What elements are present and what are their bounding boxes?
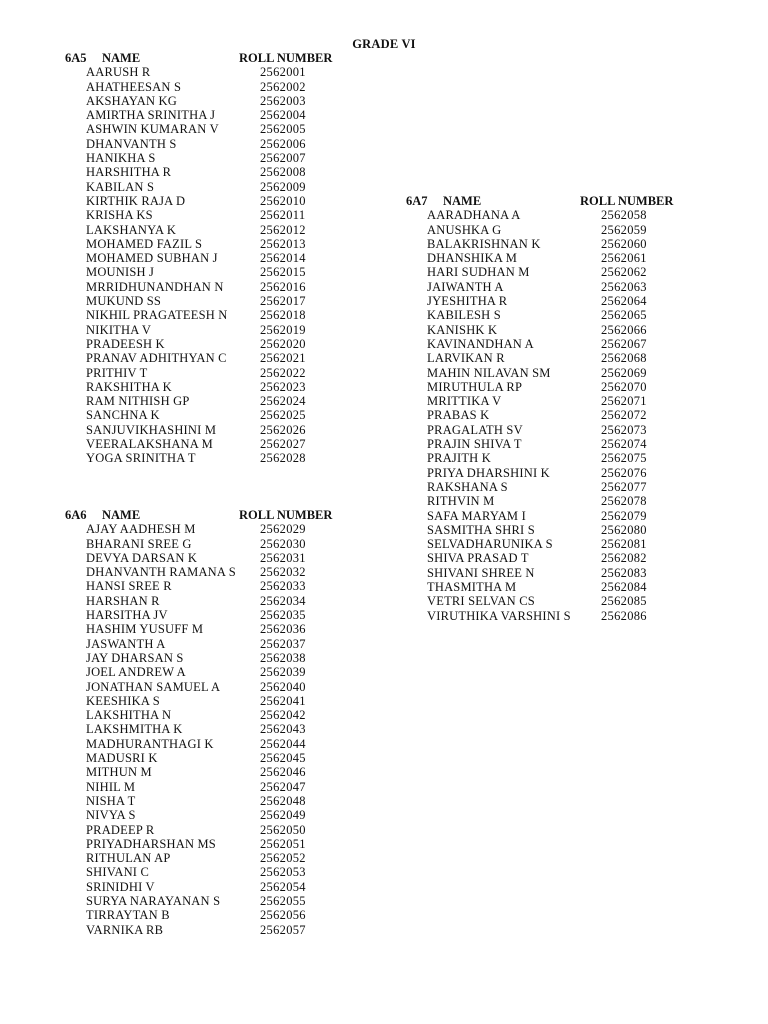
- roll-number: 2562013: [260, 236, 306, 251]
- roll-number: 2562066: [601, 322, 647, 337]
- roll-number: 2562065: [601, 308, 647, 323]
- roll-number: 2562075: [601, 451, 647, 466]
- student-name: DHANSHIKA M: [427, 251, 518, 266]
- roll-number: 2562086: [601, 608, 647, 623]
- roll-number: 2562068: [601, 351, 647, 366]
- name-column-header: NAME: [102, 508, 141, 522]
- roll-number: 2562046: [260, 765, 306, 780]
- roll-number: 2562080: [601, 522, 647, 537]
- student-name: ASHWIN KUMARAN V: [86, 122, 219, 137]
- roll-number: 2562022: [260, 365, 306, 380]
- student-name: MOUNISH J: [86, 265, 155, 280]
- student-name: SASMITHA SHRI S: [427, 522, 535, 537]
- student-name: NIVYA S: [86, 808, 136, 823]
- roll-number: 2562070: [601, 379, 647, 394]
- roll-number: 2562002: [260, 79, 306, 94]
- roll-number: 2562082: [601, 551, 647, 566]
- roll-number: 2562085: [601, 594, 647, 609]
- roll-number: 2562045: [260, 751, 306, 766]
- student-name: RAKSHITHA K: [86, 379, 172, 394]
- roll-number: 2562073: [601, 422, 647, 437]
- roll-number: 2562048: [260, 793, 306, 808]
- student-name: MAHIN NILAVAN SM: [427, 365, 551, 380]
- student-name: PRIYA DHARSHINI K: [427, 465, 550, 480]
- student-name: MOHAMED SUBHAN J: [86, 251, 218, 266]
- student-name: VARNIKA RB: [86, 922, 164, 937]
- student-name: JOEL ANDREW A: [86, 665, 186, 680]
- student-name: DEVYA DARSAN K: [86, 550, 198, 565]
- roll-number: 2562064: [601, 294, 647, 309]
- roll-number: 2562004: [260, 108, 306, 123]
- student-name: AHATHEESAN S: [86, 79, 182, 94]
- student-name: HARSITHA JV: [86, 608, 168, 623]
- roll-number-column-header: ROLL NUMBER: [580, 194, 674, 208]
- roll-number: 2562056: [260, 908, 306, 923]
- student-name: HASHIM YUSUFF M: [86, 622, 204, 637]
- student-name: PRADEESH K: [86, 336, 165, 351]
- roll-number: 2562037: [260, 636, 306, 651]
- student-name: BHARANI SREE G: [86, 536, 192, 551]
- student-name: DHANVANTH S: [86, 136, 177, 151]
- student-name: MIRUTHULA RP: [427, 379, 523, 394]
- roll-number: 2562017: [260, 294, 306, 309]
- roll-number: 2562029: [260, 522, 306, 537]
- student-name: AJAY AADHESH M: [86, 522, 196, 537]
- student-name: MOHAMED FAZIL S: [86, 236, 203, 251]
- roll-number: 2562052: [260, 851, 306, 866]
- student-name: RAKSHANA S: [427, 479, 508, 494]
- student-name: PRIYADHARSHAN MS: [86, 836, 216, 851]
- roll-number: 2562041: [260, 693, 306, 708]
- roll-number: 2562076: [601, 465, 647, 480]
- roll-number: 2562028: [260, 451, 306, 466]
- student-name: BALAKRISHNAN K: [427, 236, 541, 251]
- roll-number: 2562077: [601, 479, 647, 494]
- roll-number: 2562078: [601, 494, 647, 509]
- roll-number: 2562060: [601, 236, 647, 251]
- student-name: PRAGALATH SV: [427, 422, 523, 437]
- roll-number: 2562019: [260, 322, 306, 337]
- grade-title: GRADE VI: [352, 37, 416, 51]
- roll-number: 2562069: [601, 365, 647, 380]
- roll-number: 2562031: [260, 550, 306, 565]
- student-name: RAM NITHISH GP: [86, 394, 190, 409]
- roll-number: 2562084: [601, 580, 647, 595]
- student-name: LAKSHANYA K: [86, 222, 177, 237]
- roll-number: 2562023: [260, 379, 306, 394]
- student-name: KABILESH S: [427, 308, 501, 323]
- roll-number: 2562001: [260, 65, 306, 80]
- roll-number: 2562071: [601, 394, 647, 409]
- roll-number: 2562018: [260, 308, 306, 323]
- student-name: LAKSHITHA N: [86, 708, 172, 723]
- student-name: MRRIDHUNANDHAN N: [86, 279, 224, 294]
- roll-number: 2562049: [260, 808, 306, 823]
- student-name: JAIWANTH A: [427, 279, 504, 294]
- roll-number: 2562014: [260, 251, 306, 266]
- roll-number: 2562062: [601, 265, 647, 280]
- student-name: AMIRTHA SRINITHA J: [86, 108, 216, 123]
- student-name: AARUSH R: [86, 65, 151, 80]
- student-name: HANIKHA S: [86, 151, 156, 166]
- class-label: 6A5: [65, 51, 87, 65]
- roll-number: 2562016: [260, 279, 306, 294]
- student-name: DHANVANTH RAMANA S: [86, 565, 236, 580]
- student-name: KAVINANDHAN A: [427, 336, 534, 351]
- roll-number: 2562044: [260, 736, 306, 751]
- student-name: JYESHITHA R: [427, 294, 508, 309]
- roll-number: 2562035: [260, 608, 306, 623]
- roll-number: 2562057: [260, 922, 306, 937]
- student-name: PRAJITH K: [427, 451, 491, 466]
- student-name: LAKSHMITHA K: [86, 722, 183, 737]
- roll-number-column-header: ROLL NUMBER: [239, 51, 333, 65]
- student-name: SHIVA PRASAD T: [427, 551, 529, 566]
- roll-number: 2562027: [260, 437, 306, 452]
- student-name: VEERALAKSHANA M: [86, 437, 213, 452]
- student-name: KIRTHIK RAJA D: [86, 193, 186, 208]
- class-label: 6A7: [406, 194, 428, 208]
- roll-number: 2562034: [260, 593, 306, 608]
- student-name: PRITHIV T: [86, 365, 148, 380]
- student-name: ANUSHKA G: [427, 222, 502, 237]
- roll-number: 2562012: [260, 222, 306, 237]
- student-name: MITHUN M: [86, 765, 152, 780]
- roll-number: 2562011: [260, 208, 306, 223]
- student-name: HARSHAN R: [86, 593, 160, 608]
- student-name: VIRUTHIKA VARSHINI S: [427, 608, 571, 623]
- name-column-header: NAME: [102, 51, 141, 65]
- roll-number: 2562050: [260, 822, 306, 837]
- roll-number: 2562036: [260, 622, 306, 637]
- student-name: PRANAV ADHITHYAN C: [86, 351, 227, 366]
- roll-number-column-header: ROLL NUMBER: [239, 508, 333, 522]
- roll-number: 2562032: [260, 565, 306, 580]
- roll-number: 2562008: [260, 165, 306, 180]
- student-name: THASMITHA M: [427, 580, 517, 595]
- student-name: KEESHIKA S: [86, 693, 160, 708]
- student-name: JONATHAN SAMUEL A: [86, 679, 221, 694]
- roll-number: 2562007: [260, 151, 306, 166]
- student-name: MADUSRI K: [86, 751, 158, 766]
- roll-number: 2562061: [601, 251, 647, 266]
- student-name: LARVIKAN R: [427, 351, 505, 366]
- roll-number: 2562038: [260, 650, 306, 665]
- student-name: AARADHANA A: [427, 208, 521, 223]
- roll-number: 2562058: [601, 208, 647, 223]
- roll-number: 2562043: [260, 722, 306, 737]
- roll-number: 2562053: [260, 865, 306, 880]
- student-name: JAY DHARSAN S: [86, 650, 184, 665]
- roll-number: 2562021: [260, 351, 306, 366]
- roll-number: 2562005: [260, 122, 306, 137]
- roll-number: 2562083: [601, 565, 647, 580]
- roll-number: 2562025: [260, 408, 306, 423]
- student-name: NISHA T: [86, 793, 136, 808]
- roll-number: 2562039: [260, 665, 306, 680]
- roll-number: 2562010: [260, 193, 306, 208]
- roll-number: 2562030: [260, 536, 306, 551]
- student-name: MUKUND SS: [86, 294, 162, 309]
- student-name: NIKITHA V: [86, 322, 152, 337]
- student-name: SHIVANI SHREE N: [427, 565, 535, 580]
- student-name: TIRRAYTAN B: [86, 908, 170, 923]
- name-column-header: NAME: [443, 194, 482, 208]
- student-name: AKSHAYAN KG: [86, 93, 177, 108]
- student-name: SURYA NARAYANAN S: [86, 894, 221, 909]
- roll-number: 2562051: [260, 836, 306, 851]
- roll-number: 2562047: [260, 779, 306, 794]
- roll-number: 2562020: [260, 336, 306, 351]
- student-name: PRADEEP R: [86, 822, 155, 837]
- roll-number: 2562015: [260, 265, 306, 280]
- student-name: KABILAN S: [86, 179, 155, 194]
- class-label: 6A6: [65, 508, 87, 522]
- student-name: MRITTIKA V: [427, 394, 502, 409]
- roll-number: 2562042: [260, 708, 306, 723]
- roll-number: 2562072: [601, 408, 647, 423]
- roll-number: 2562024: [260, 394, 306, 409]
- student-name: RITHULAN AP: [86, 851, 171, 866]
- student-name: YOGA SRINITHA T: [86, 451, 196, 466]
- roll-number: 2562055: [260, 894, 306, 909]
- page-title: [0, 37, 768, 52]
- roll-number: 2562079: [601, 508, 647, 523]
- roll-number: 2562003: [260, 93, 306, 108]
- student-name: NIHIL M: [86, 779, 136, 794]
- roll-number: 2562081: [601, 537, 647, 552]
- student-name: SAFA MARYAM I: [427, 508, 526, 523]
- student-name: MADHURANTHAGI K: [86, 736, 214, 751]
- roll-number: 2562040: [260, 679, 306, 694]
- roll-number: 2562059: [601, 222, 647, 237]
- roll-number: 2562063: [601, 279, 647, 294]
- roll-number: 2562026: [260, 422, 306, 437]
- student-name: PRAJIN SHIVA T: [427, 437, 522, 452]
- student-name: SELVADHARUNIKA S: [427, 537, 553, 552]
- student-name: RITHVIN M: [427, 494, 495, 509]
- student-name: SANJUVIKHASHINI M: [86, 422, 217, 437]
- roll-number: 2562006: [260, 136, 306, 151]
- student-name: HANSI SREE R: [86, 579, 172, 594]
- student-name: SRINIDHI V: [86, 879, 155, 894]
- roll-number: 2562009: [260, 179, 306, 194]
- roll-number: 2562067: [601, 336, 647, 351]
- roll-number: 2562033: [260, 579, 306, 594]
- student-name: SHIVANI C: [86, 865, 150, 880]
- student-name: VETRI SELVAN CS: [427, 594, 535, 609]
- student-name: PRABAS K: [427, 408, 490, 423]
- roll-number: 2562054: [260, 879, 306, 894]
- student-name: KRISHA KS: [86, 208, 153, 223]
- student-name: HARSHITHA R: [86, 165, 172, 180]
- student-name: HARI SUDHAN M: [427, 265, 530, 280]
- roll-number: 2562074: [601, 437, 647, 452]
- student-name: JASWANTH A: [86, 636, 166, 651]
- student-name: SANCHNA K: [86, 408, 160, 423]
- student-name: NIKHIL PRAGATEESH N: [86, 308, 228, 323]
- student-name: KANISHK K: [427, 322, 498, 337]
